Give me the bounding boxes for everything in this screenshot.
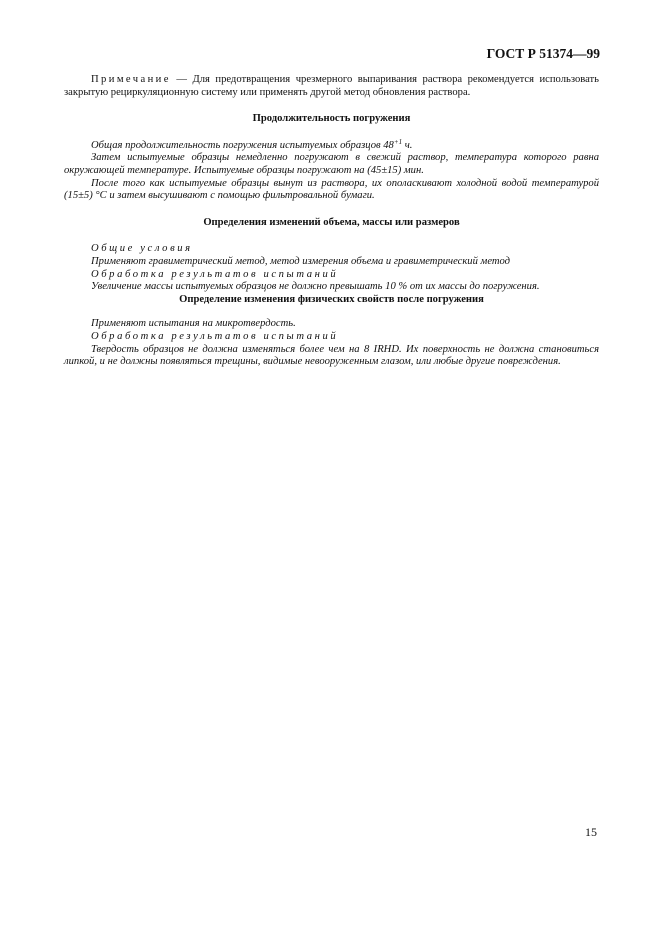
subheading-general-conditions: Общие условия: [91, 243, 193, 255]
paragraph-methods: Применяют гравиметрический метод, метод измерения объема и гравиметрический метод: [91, 255, 511, 267]
paragraph-hardness: Твердость образцов не должна изменяться более чем на 8 IRHD. Их поверхность не должна становиться липкой, и не должны появляться трещины, видимые невооруженным глазом, или любые другие повреждения.: [64, 343, 599, 368]
page-number: 15: [585, 825, 597, 839]
subheading-results-processing: Обработка результатов испытаний: [91, 268, 339, 280]
document-header: ГОСТ Р 51374—99: [486, 46, 600, 61]
paragraph-mass-increase: Увеличение массы испытуемых образцов не должно превышать 10 % от их массы до погружения.: [91, 281, 540, 293]
duration-text: Общая продолжительность погружения испытуемых образцов 48: [91, 139, 394, 151]
duration-unit: ч.: [402, 139, 413, 151]
section-title-volume-mass-changes: Определения изменений объема, массы или размеров: [203, 216, 460, 228]
paragraph-rinsing: После того как испытуемые образцы вынут из раствора, их ополаскивают холодной водой температурой (15±5) °С и затем высушивают с помощью фильтровальной бумаги.: [64, 177, 599, 202]
note-text: — Для предотвращения чрезмерного выпаривания раствора рекомендуется использовать закрытую рециркуляционную систему или применять другой метод обновления раствора.: [64, 74, 599, 98]
paragraph-total-duration: [64, 137, 599, 153]
paragraph-fresh-solution: Затем испытуемые образцы немедленно погружают в свежий раствор, температура которого равна окружающей температуре. Испытуемые образцы погружают на (45±15) мин.: [64, 152, 599, 176]
note-label: Примечание: [91, 74, 171, 85]
note-paragraph: [64, 74, 599, 99]
subheading-results-processing-2: Обработка результатов испытаний: [91, 330, 339, 342]
paragraph-microhardness: Применяют испытания на микротвердость.: [91, 318, 296, 330]
page-content: [64, 74, 599, 369]
duration-superscript: +1: [393, 137, 403, 146]
section-title-immersion-duration: Продолжительность погружения: [252, 113, 411, 125]
section-title-physical-properties: Определение изменения физических свойств после погружения: [179, 293, 484, 305]
